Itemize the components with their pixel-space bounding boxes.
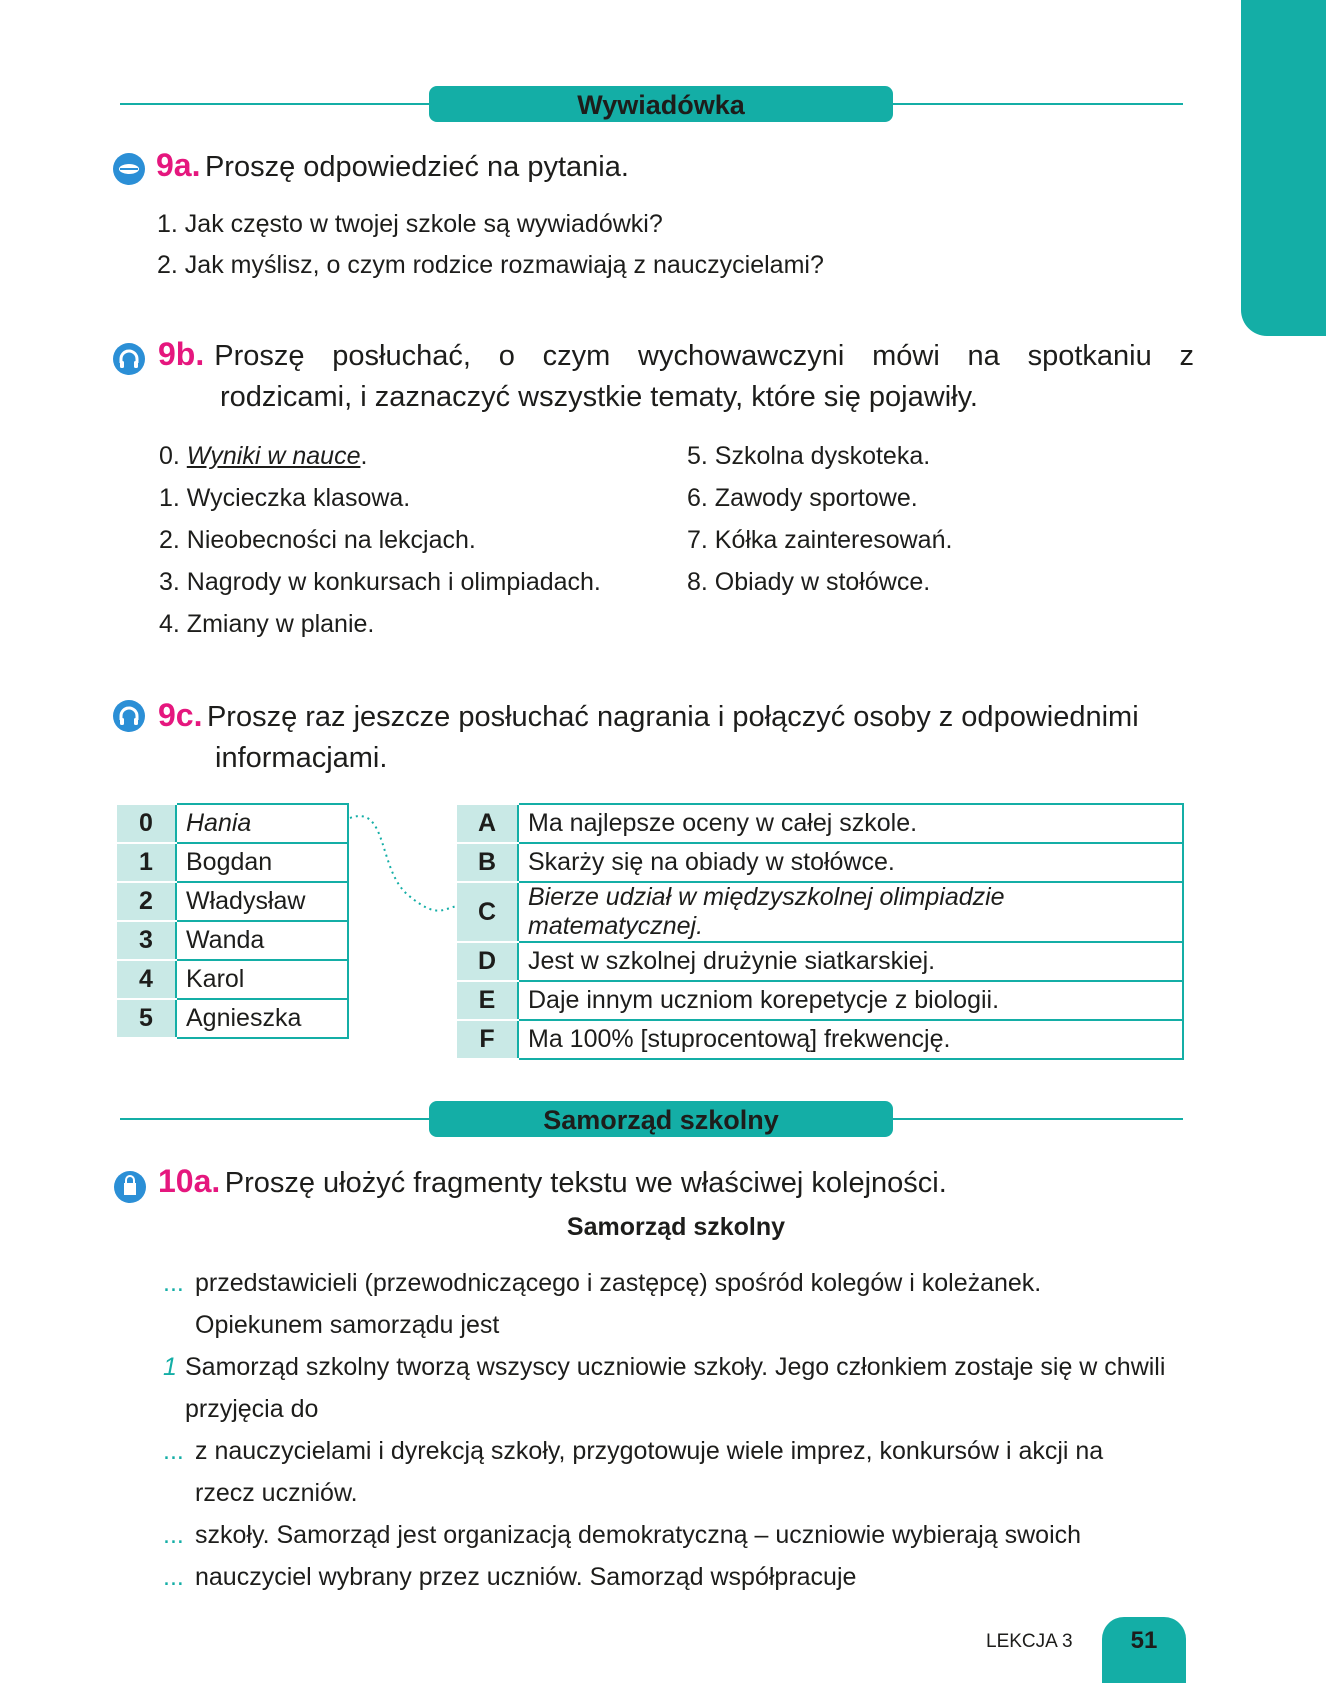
fragment-line: szkoły. Samorząd jest organizacją demokratyczną – uczniowie wybierają swoich <box>195 1521 1082 1549</box>
exercise-10a-heading <box>158 1163 947 1204</box>
section-header-samorzad <box>120 1101 1183 1137</box>
question-1: 1. Jak często w twojej szkole są wywiadówki? <box>157 210 663 238</box>
topic-example-answer: Wyniki w nauce <box>186 442 361 470</box>
row-key: 2 <box>117 882 176 921</box>
fragment-line: Samorząd szkolny tworzą wszyscy uczniowie szkoły. Jego członkiem zostaje się w chwili <box>185 1353 1166 1381</box>
row-key: 4 <box>117 960 176 999</box>
row-key: E <box>457 981 518 1020</box>
info-text: Ma najlepsze oceny w całej szkole. <box>518 804 1183 843</box>
row-key: F <box>457 1020 518 1059</box>
section-title: Wywiadówka <box>429 86 893 122</box>
topic-example <box>159 441 367 471</box>
topic-6: 6. Zawody sportowe. <box>687 484 918 512</box>
chapter-side-tab <box>1241 0 1326 336</box>
table-row <box>457 882 1183 942</box>
fragment <box>163 1556 1193 1598</box>
table-row <box>117 804 348 843</box>
topic-5: 5. Szkolna dyskoteka. <box>687 442 931 470</box>
row-key: 5 <box>117 999 176 1038</box>
topic-2: 2. Nieobecności na lekcjach. <box>159 526 476 554</box>
exercise-instruction-line2: informacjami. <box>215 742 388 774</box>
table-row <box>117 960 348 999</box>
lesson-label: LEKCJA 3 <box>986 1631 1073 1652</box>
question-2: 2. Jak myślisz, o czym rodzice rozmawiają z nauczycielami? <box>157 251 824 279</box>
fragment <box>163 1346 1193 1430</box>
fragment-line: rzecz uczniów. <box>195 1479 358 1507</box>
person-name: Hania <box>176 804 348 843</box>
exercise-instruction-line1: Proszę posłuchać, o czym wychowawczyni mówi na spotkaniu z <box>214 340 1194 372</box>
topic-1: 1. Wycieczka klasowa. <box>159 484 411 512</box>
table-row <box>117 882 348 921</box>
fragment-line: nauczyciel wybrany przez uczniów. Samorząd współpracuje <box>195 1563 857 1591</box>
row-key: C <box>457 882 518 942</box>
section-title: Samorząd szkolny <box>429 1101 893 1137</box>
row-key: A <box>457 804 518 843</box>
headphones-icon <box>113 700 145 732</box>
topic-example-prefix: 0. <box>159 442 187 470</box>
exercise-instruction: Proszę odpowiedzieć na pytania. <box>204 151 629 183</box>
info-text: Daje innym uczniom korepetycje z biologii. <box>518 981 1183 1020</box>
table-row <box>457 942 1183 981</box>
row-key: 0 <box>117 804 176 843</box>
exercise-9c-heading <box>158 697 1139 779</box>
row-key: D <box>457 942 518 981</box>
people-table <box>117 803 349 1039</box>
text-fragments <box>163 1262 1193 1598</box>
fragment-mark: ... <box>163 1269 184 1297</box>
page-number: 51 <box>1102 1617 1186 1683</box>
person-name: Bogdan <box>176 843 348 882</box>
exercise-number: 9b. <box>158 336 205 372</box>
table-row <box>117 999 348 1038</box>
exercise-number: 9c. <box>158 697 203 733</box>
fragment-mark: ... <box>163 1437 184 1465</box>
fragment-line: przedstawicieli (przewodniczącego i zastępcę) spośród kolegów i koleżanek. <box>195 1269 1042 1297</box>
topic-3: 3. Nagrody w konkursach i olimpiadach. <box>159 568 601 596</box>
fragment-line: przyjęcia do <box>185 1395 319 1423</box>
fragment <box>163 1514 1193 1556</box>
fragment-mark: ... <box>163 1521 184 1549</box>
headphones-icon <box>113 343 145 375</box>
table-row <box>457 843 1183 882</box>
topic-7: 7. Kółka zainteresowań. <box>687 526 953 554</box>
fragment-line: Opiekunem samorządu jest <box>195 1311 500 1339</box>
info-text: Jest w szkolnej drużynie siatkarskiej. <box>518 942 1183 981</box>
info-text: Ma 100% [stuprocentową] frekwencję. <box>518 1020 1183 1059</box>
info-text: Skarży się na obiady w stołówce. <box>518 843 1183 882</box>
text-title: Samorząd szkolny <box>566 1213 786 1241</box>
table-row <box>457 981 1183 1020</box>
person-name: Agnieszka <box>176 999 348 1038</box>
fragment-mark: ... <box>163 1563 184 1591</box>
reading-icon <box>114 1171 146 1203</box>
row-key: 1 <box>117 843 176 882</box>
row-key: B <box>457 843 518 882</box>
exercise-9a-heading <box>156 147 629 188</box>
exercise-instruction-line1: Proszę raz jeszcze posłuchać nagrania i połączyć osoby z odpowiednimi <box>206 701 1139 733</box>
person-name: Karol <box>176 960 348 999</box>
table-row <box>117 921 348 960</box>
table-row <box>457 804 1183 843</box>
fragment-mark: 1 <box>163 1353 177 1381</box>
table-row <box>117 843 348 882</box>
fragment <box>163 1262 1193 1346</box>
exercise-instruction: Proszę ułożyć fragmenty tekstu we właściwej kolejności. <box>224 1167 947 1199</box>
person-name: Władysław <box>176 882 348 921</box>
row-key: 3 <box>117 921 176 960</box>
exercise-number: 9a. <box>156 147 201 183</box>
exercise-instruction-line2: rodzicami, i zaznaczyć wszystkie tematy, które się pojawiły. <box>220 381 978 413</box>
section-header-wywiadowka <box>120 86 1183 122</box>
info-table <box>457 803 1184 1060</box>
topic-4: 4. Zmiany w planie. <box>159 610 375 638</box>
exercise-9b-heading <box>158 336 1194 418</box>
fragment <box>163 1430 1193 1514</box>
info-text: Bierze udział w międzyszkolnej olimpiadzie matematycznej. <box>518 882 1183 942</box>
topic-8: 8. Obiady w stołówce. <box>687 568 931 596</box>
example-connector-line <box>348 810 460 912</box>
exercise-number: 10a. <box>158 1163 221 1199</box>
topic-example-suffix: . <box>360 442 368 470</box>
fragment-line: z nauczycielami i dyrekcją szkoły, przygotowuje wiele imprez, konkursów i akcji na <box>195 1437 1104 1465</box>
person-name: Wanda <box>176 921 348 960</box>
table-row <box>457 1020 1183 1059</box>
speaking-icon <box>113 153 145 185</box>
